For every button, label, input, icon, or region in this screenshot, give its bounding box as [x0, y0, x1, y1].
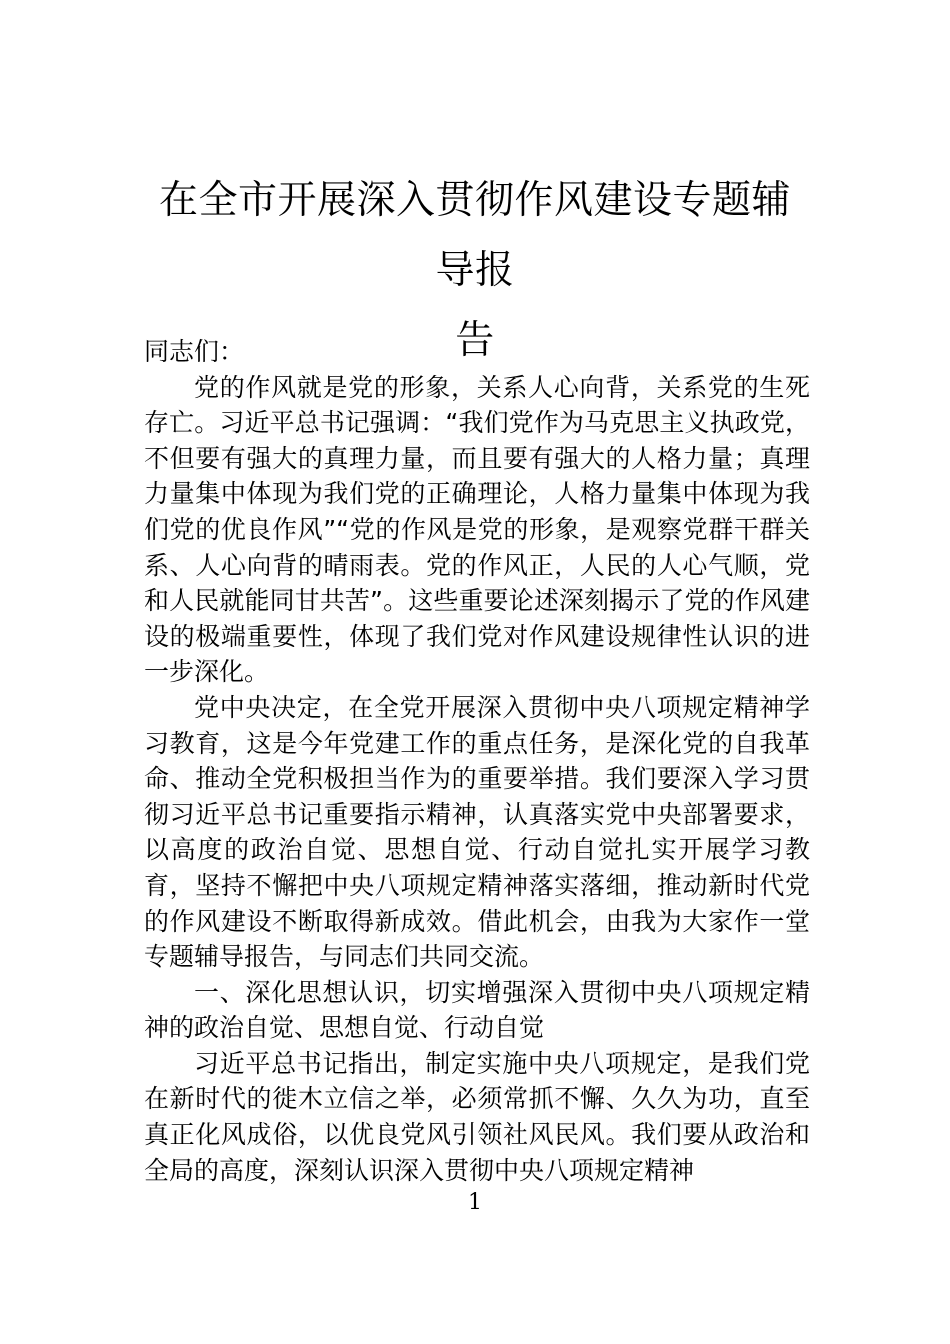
- page-number: 1: [468, 1190, 482, 1215]
- salutation: 同志们：: [144, 337, 245, 366]
- document-body: [144, 334, 810, 1188]
- title-line-2: 告: [455, 318, 495, 363]
- section-heading-1: 一、深化思想认识，切实增强深入贯彻中央八项规定精神的政治自觉、思想自觉、行动自觉: [144, 977, 810, 1043]
- paragraph-2: 党中央决定，在全党开展深入贯彻中央八项规定精神学习教育，这是今年党建工作的重点任务，是深化党的自我革命、推动全党积极担当作为的重要举措。我们要深入学习贯彻习近平总书记重要指示精神，认真落实党中央部署要求，以高度的政治自觉、思想自觉、行动自觉扎实开展学习教育，坚持不懈把中央八项规定精神落实落细，推动新时代党的作风建设不断取得新成效。借此机会，由我为大家作一堂专题辅导报告，与同志们共同交流。: [144, 692, 810, 972]
- title-line-1: 在全市开展深入贯彻作风建设专题辅导报: [158, 178, 791, 293]
- paragraph-3: 习近平总书记指出，制定实施中央八项规定，是我们党在新时代的徙木立信之举，必须常抓不懈、久久为功，直至真正化风成俗，以优良党风引领社风民风。我们要从政治和全局的高度，深刻认识深入贯彻中央八项规定精神: [144, 1048, 810, 1185]
- paragraph-1: 党的作风就是党的形象，关系人心向背，关系党的生死存亡。习近平总书记强调：“我们党作为马克思主义执政党，不但要有强大的真理力量，而且要有强大的人格力量；真理力量集中体现为我们党的正确理论，人格力量集中体现为我们党的优良作风”“党的作风是党的形象，是观察党群干群关系、人心向背的晴雨表。党的作风正，人民的人心气顺，党和人民就能同甘共苦”。这些重要论述深刻揭示了党的作风建设的极端重要性，体现了我们党对作风建设规律性认识的进一步深化。: [144, 372, 810, 687]
